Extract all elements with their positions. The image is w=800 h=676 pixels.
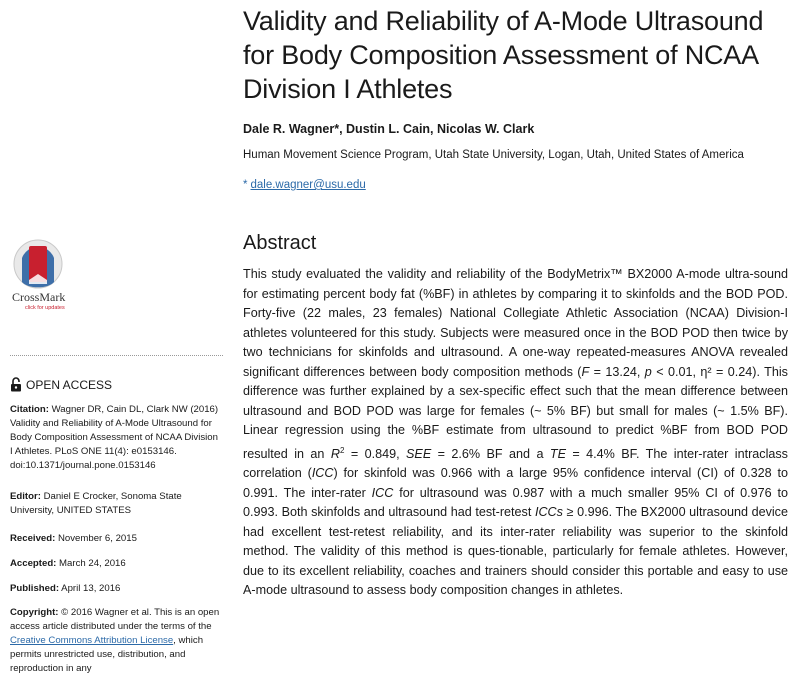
published-block (10, 582, 222, 596)
abstract-text: This study evaluated the validity and reliability of the BodyMetrix™ BX2000 A-mode ultra-sound for estimating percent body fat (%BF) in athletes by comparing it to skinfolds and the BOD POD. Forty-five (22 males, 23 females) National Collegiate Athletic Association (NCAA) Division-I athletes volunteered for this study. Subjects were measured once in the BOD POD then twice by two technicians for skinfolds and ultrasound. A one-way repeated-measures ANOVA revealed significant differences between body composition methods ( (243, 267, 788, 379)
accepted-date: March 24, 2016 (56, 558, 126, 569)
editor-label: Editor: (10, 491, 41, 502)
accepted-block (10, 557, 222, 571)
email-marker: * (243, 179, 248, 191)
accepted-label: Accepted: (10, 558, 57, 569)
abstract-text: for ultrasound was 0.987 with a much smaller 95% CI of 0.976 to 0.993. Both skinfolds and ultrasound had test-retest (243, 485, 789, 520)
abstract-text: = 0.849, (344, 446, 407, 461)
open-lock-icon (10, 377, 22, 395)
abstract-text: = 4.4% BF. The inter-rater intraclass correlation ( (243, 446, 788, 481)
received-label: Received: (10, 533, 56, 544)
stat-symbol: ICC (311, 466, 334, 481)
editor-block (10, 490, 222, 518)
open-access-badge (10, 377, 112, 395)
stat-symbol: R (330, 446, 340, 461)
abstract-text: ) for skinfold was 0.966 with a large 95% confidence interval (CI) of 0.328 to 0.991. The inter-rater (243, 466, 788, 500)
stat-symbol: SEE (406, 446, 432, 461)
abstract-heading: Abstract (243, 232, 317, 254)
email-link[interactable]: dale.wagner@usu.edu (250, 179, 366, 191)
abstract-text: = 2.6% BF and a (431, 446, 550, 461)
abstract-text: ≥ 0.996. The BX2000 ultrasound device had excellent test-retest reliability, and its inter-rater reliability was superior to the skinfold method. The validity of this method is ques-tionable, particularly for female athletes. However, due to its excellent reliability, coaches and trainers should consider this portable and easy to use A-mode ultrasound to assess body composition changes in athletes. (243, 505, 788, 598)
article-title: Validity and Reliability of A-Mode Ultrasound for Body Composition Assessment of NCAA Division I Athletes (243, 6, 764, 104)
stat-symbol: F (581, 364, 590, 379)
copyright-text: © 2016 Wagner et al. This is an open access article distributed under the terms of the (10, 607, 220, 632)
stat-symbol: ICCs (534, 505, 563, 520)
correspondence (243, 179, 366, 191)
received-block (10, 532, 222, 546)
citation-text: Wagner DR, Cain DL, Clark NW (2016) Validity and Reliability of A-Mode Ultrasound for Body Composition Assessment of NCAA Division I Athletes. PLoS ONE 11(4): e0153146. doi:10.1371/journal.pone.0153146 (10, 404, 219, 471)
license-link[interactable]: Creative Commons Attribution License (10, 635, 174, 646)
copyright-label: Copyright: (10, 607, 59, 618)
crossmark-sublabel: click for updates (25, 305, 65, 311)
abstract-text: = 13.24, (589, 364, 645, 379)
open-access-label: OPEN ACCESS (26, 378, 113, 392)
author-list: Dale R. Wagner*, Dustin L. Cain, Nicolas W. Clark (243, 122, 535, 136)
crossmark-label: CrossMark (12, 290, 66, 304)
sidebar-divider (10, 355, 223, 356)
stat-symbol: p (644, 364, 652, 379)
abstract-text: < 0.01, η² = 0.24). This difference was further explained by a sex-specific effect such that the mean difference between ultrasound and BOD POD was large for females (~ 5% BF) but small for males (~ 1.5% BF). Linear regression using the %BF estimate from ultrasound to predict %BF from BOD POD resulted in an (243, 364, 788, 461)
received-date: November 6, 2015 (55, 533, 137, 544)
abstract-body (243, 265, 788, 601)
affiliation: Human Movement Science Program, Utah State University, Logan, Utah, United States of America (243, 149, 744, 161)
crossmark-badge[interactable] (4, 238, 84, 320)
citation-block (10, 403, 222, 473)
copyright-text-cont: , which permits unrestricted use, distribution, and reproduction in any (10, 635, 204, 674)
abstract-paragraph (243, 265, 788, 601)
editor-text: Daniel E Crocker, Sonoma State University, UNITED STATES (10, 491, 182, 516)
published-label: Published: (10, 583, 60, 594)
crossmark-icon (4, 238, 84, 290)
superscript: 2 (339, 445, 345, 455)
copyright-block (10, 606, 222, 676)
stat-symbol: ICC (371, 485, 394, 500)
stat-symbol: TE (549, 446, 566, 461)
published-date: April 13, 2016 (59, 583, 121, 594)
citation-label: Citation: (10, 404, 49, 415)
